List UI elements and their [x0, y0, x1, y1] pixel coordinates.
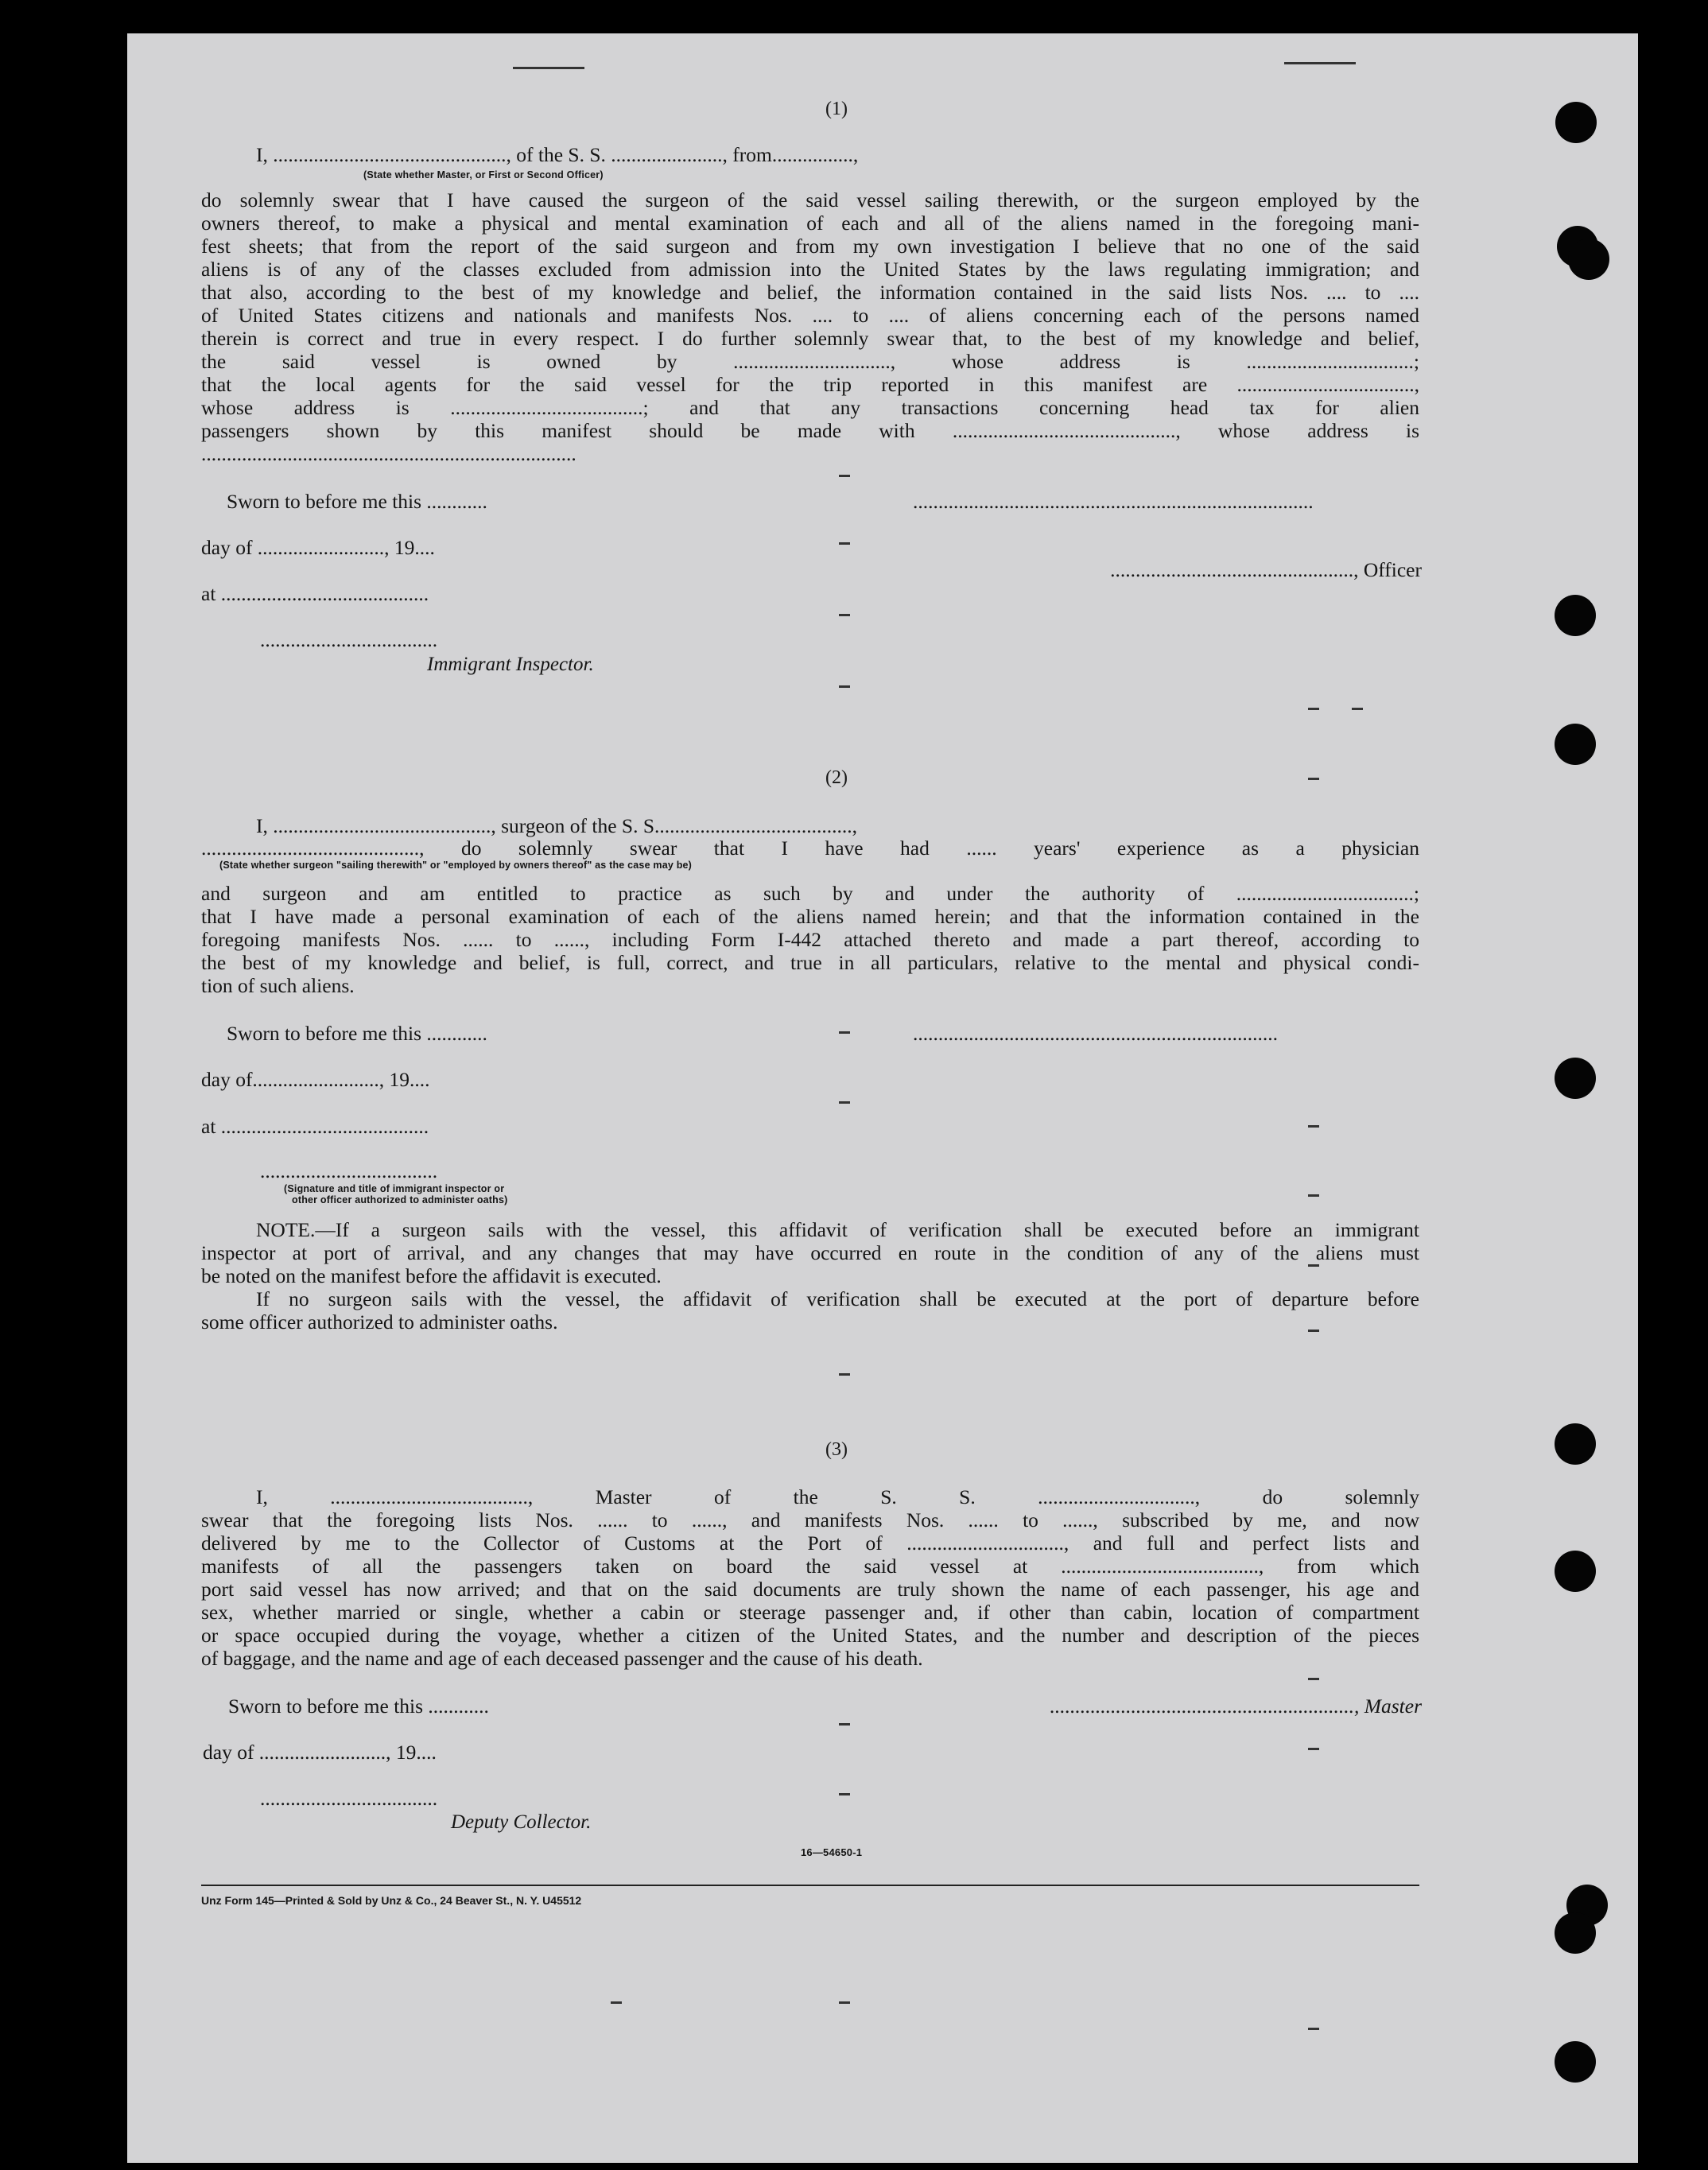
- section-1-text-line: owners thereof, to make a physical and mental examination of each and all of the aliens named in the foregoing mani-: [201, 212, 1419, 235]
- section-1-text-line: passengers shown by this manifest should be made with ............................................, whose address is: [201, 419, 1419, 442]
- binder-hole: [1555, 1058, 1596, 1099]
- section-2-last-line: tion of such aliens.: [201, 974, 355, 997]
- scan-mark: [1308, 1330, 1319, 1332]
- scan-mark: [839, 614, 850, 616]
- section-3-text-line: manifests of all the passengers taken on board the said vessel at ......................................., from which: [201, 1555, 1419, 1578]
- section-2-day-of: day of........................., 19....: [201, 1068, 430, 1091]
- section-3-text-line: port said vessel has now arrived; and that on the said documents are truly shown the name of each passenger, his age and: [201, 1578, 1419, 1601]
- section-2-note-line: If no surgeon sails with the vessel, the affidavit of verification shall be executed at the port of departure before: [256, 1287, 1419, 1310]
- scan-mark: [1308, 1125, 1319, 1128]
- section-3-text-line: sex, whether married or single, whether a cabin or steerage passenger and, if other than cabin, location of compartment: [201, 1601, 1419, 1624]
- section-1-text-line: that also, according to the best of my knowledge and belief, the information contained in the said lists Nos. .... to ....: [201, 281, 1419, 304]
- section-1-text-line: do solemnly swear that I have caused the surgeon of the said vessel sailing therewith, or the surgeon employed by the: [201, 188, 1419, 212]
- scan-mark: [1308, 1678, 1319, 1680]
- scan-mark: [839, 1373, 850, 1376]
- scan-mark: [1308, 778, 1319, 780]
- section-3-last-line: of baggage, and the name and age of each deceased passenger and the cause of his death.: [201, 1647, 923, 1670]
- scan-mark: [839, 475, 850, 477]
- scan-mark: [839, 1101, 850, 1104]
- section-1-first-line: I, .............................................., of the S. S. ......................, from................,: [256, 143, 859, 166]
- scan-mark: [1308, 2028, 1319, 2030]
- scan-mark: [1308, 1264, 1319, 1267]
- scan-mark: [839, 542, 850, 545]
- section-1-day-of: day of ........................., 19....: [201, 536, 435, 559]
- section-1-text-line: aliens is of any of the classes excluded from admission into the United States by the laws regulating immigration; and: [201, 258, 1419, 281]
- section-1-subcaption: (State whether Master, or First or Second Officer): [363, 169, 604, 181]
- section-2-text-line: the best of my knowledge and belief, is full, correct, and true in all particulars, relative to the mental and physical condi-: [201, 951, 1419, 974]
- section-1-signature-line: ...............................................................................: [913, 490, 1314, 513]
- section-2-note-line: inspector at port of arrival, and any changes that may have occurred en route in the condition of any of the aliens must: [201, 1241, 1419, 1264]
- section-2-at: at .........................................: [201, 1115, 429, 1138]
- section-1-text-line: that the local agents for the said vessel for the trip reported in this manifest are ...................................,: [201, 373, 1419, 396]
- section-1-number: (1): [825, 99, 848, 119]
- scan-mark: [1308, 1194, 1319, 1197]
- section-2-signature-caption: other officer authorized to administer oaths): [292, 1194, 508, 1205]
- scan-mark: [839, 685, 850, 688]
- binder-hole: [1555, 1423, 1596, 1465]
- section-2-note-line: be noted on the manifest before the affidavit is executed.: [201, 1264, 662, 1287]
- scan-mark: [513, 67, 584, 69]
- binder-hole: [1555, 595, 1596, 636]
- section-3-number: (3): [825, 1439, 848, 1460]
- scan-mark: [1352, 708, 1363, 710]
- scan-mark: [1308, 1748, 1319, 1750]
- form-code: 16—54650-1: [801, 1846, 863, 1858]
- section-2-second-line: ..........................................., do solemnly swear that I have had ...... years' experience as a physician: [201, 837, 1419, 860]
- section-2-text-line: foregoing manifests Nos. ...... to ......, including Form I-442 attached thereto and made a part thereof, according to: [201, 928, 1419, 951]
- binder-hole: [1568, 239, 1609, 280]
- section-3-text-line: swear that the foregoing lists Nos. ...... to ......, and manifests Nos. ...... to ......, subscribed by me, and now: [201, 1508, 1419, 1531]
- section-2-signature-line: ........................................................................: [913, 1022, 1278, 1045]
- section-3-text-line: or space occupied during the voyage, whether a citizen of the United States, and the number and description of the pieces: [201, 1624, 1419, 1647]
- section-1-text-line: whose address is ......................................; and that any transactions concerning head tax for alien: [201, 396, 1419, 419]
- section-1-inspector-dots: ...................................: [260, 628, 438, 651]
- section-1-at: at .........................................: [201, 582, 429, 605]
- footer-rule: [201, 1885, 1419, 1886]
- section-3-master: ............................................................, Master: [1050, 1694, 1422, 1718]
- binder-hole: [1555, 1912, 1596, 1954]
- binder-hole: [1555, 1551, 1596, 1592]
- section-2-signature-caption: (Signature and title of immigrant inspector or: [284, 1183, 505, 1194]
- binder-hole: [1555, 2041, 1596, 2083]
- section-3-text-line: I, ......................................., Master of the S. S. ..............................., do solemnly: [256, 1485, 1419, 1508]
- scan-mark: [839, 1723, 850, 1726]
- binder-hole: [1555, 724, 1596, 765]
- section-1-last-line: ..........................................................................: [201, 442, 576, 465]
- section-1-text-line: fest sheets; that from the report of the said surgeon and from my own investigation I believe that no one of the said: [201, 235, 1419, 258]
- scan-mark: [1284, 62, 1356, 64]
- section-3-day-of: day of ........................., 19....: [203, 1741, 437, 1764]
- section-2-signature-dots: ...................................: [260, 1159, 438, 1182]
- section-3-collector-dots: ...................................: [260, 1787, 438, 1810]
- section-3-sworn: Sworn to before me this ............: [228, 1694, 489, 1718]
- printer-footer: Unz Form 145—Printed & Sold by Unz & Co., 24 Beaver St., N. Y. U45512: [201, 1894, 582, 1907]
- section-1-text-line: therein is correct and true in every respect. I do further solemnly swear that, to the best of my knowledge and belief,: [201, 327, 1419, 350]
- scan-mark: [839, 1031, 850, 1034]
- section-2-first-line: I, ..........................................., surgeon of the S. S.......................................,: [256, 814, 858, 837]
- section-2-note-line: NOTE.—If a surgeon sails with the vessel, this affidavit of verification shall be executed before an immigrant: [256, 1218, 1419, 1241]
- section-1-text-line: the said vessel is owned by ..............................., whose address is .................................;: [201, 350, 1419, 373]
- section-2-text-line: that I have made a personal examination of each of the aliens named herein; and that the information contained in the: [201, 905, 1419, 928]
- scan-mark: [839, 2001, 850, 2004]
- scan-mark: [611, 2001, 622, 2004]
- section-2-text-line: and surgeon and am entitled to practice as such by and under the authority of ...................................;: [201, 882, 1419, 905]
- section-2-note-line: some officer authorized to administer oaths.: [201, 1310, 558, 1333]
- section-3-text-line: delivered by me to the Collector of Customs at the Port of ..............................., and full and perfect lists and: [201, 1531, 1419, 1555]
- section-2-sworn: Sworn to before me this ............: [227, 1022, 487, 1045]
- section-1-inspector-title: Immigrant Inspector.: [427, 654, 594, 675]
- section-2-subcaption: (State whether surgeon "sailing therewith" or "employed by owners thereof" as the case may be): [219, 860, 693, 871]
- section-1-text-line: of United States citizens and nationals and manifests Nos. .... to .... of aliens concerning each of the persons named: [201, 304, 1419, 327]
- section-1-officer: ................................................, Officer: [1110, 558, 1422, 581]
- scan-mark: [1308, 708, 1319, 710]
- section-3-collector-title: Deputy Collector.: [451, 1811, 592, 1833]
- scan-mark: [839, 1793, 850, 1795]
- binder-hole: [1555, 102, 1597, 143]
- section-1-sworn: Sworn to before me this ............: [227, 490, 487, 513]
- section-2-number: (2): [825, 767, 848, 788]
